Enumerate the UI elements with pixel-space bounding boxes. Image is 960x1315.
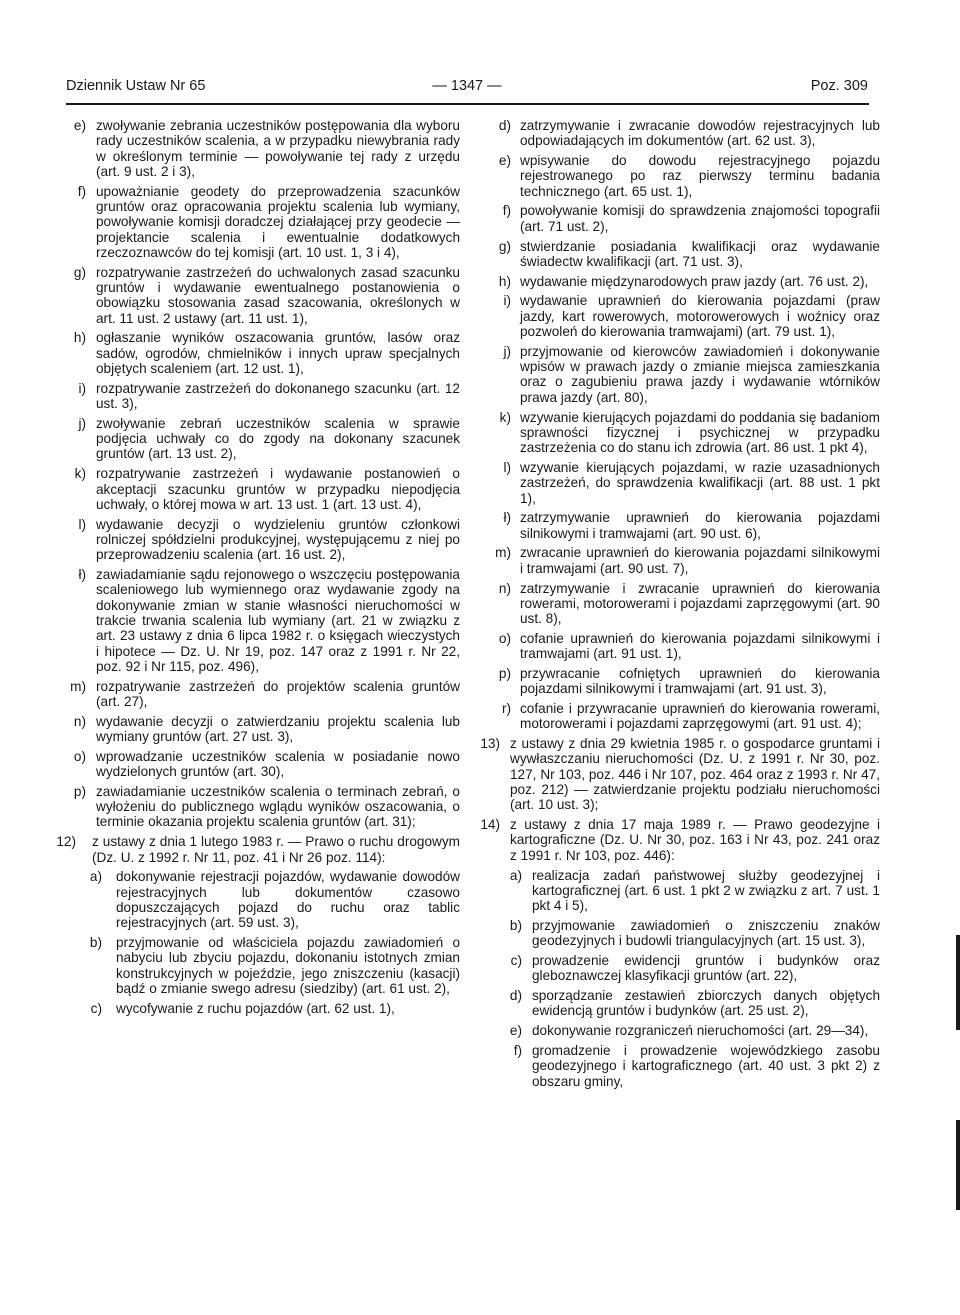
item-text: przywracanie cofniętych uprawnień do kierowania pojazdami silnikowymi i tramwajami (art. 91 ust. 3), (520, 666, 880, 697)
list-item (474, 701, 880, 732)
list-item (474, 510, 880, 541)
item-label: l) (503, 459, 511, 475)
item-text: dokonywanie rejestracji pojazdów, wydawanie dowodów rejestracyjnych lub dokumentów czasowo dopuszczających pojazd do ruchu oraz tablic rejestracyjnych (art. 59 ust. 3), (116, 869, 460, 931)
list-item (40, 1001, 460, 1016)
list-item (40, 416, 460, 462)
item-text: sporządzanie zestawień zbiorczych danych objętych ewidencją gruntów i budynków (art. 25 ust. 2), (532, 988, 880, 1019)
item-text: zawiadamianie uczestników scalenia o terminach zebrań, o wyłożeniu do publicznego wglądu wyników oszacowania, o terminie okazania projektu scalenia gruntów (art. 31); (96, 783, 460, 830)
item-text: wzywanie kierujących pojazdami do poddania się badaniom sprawności fizycznej i psychicznej w przypadku zastrzeżenia co do stanu ich zdrowia (art. 86 ust. 1 pkt 4), (520, 409, 880, 456)
item-text: zwracanie uprawnień do kierowania pojazdami silnikowymi i tramwajami (art. 90 ust. 7), (520, 545, 880, 576)
item-label: b) (89, 935, 102, 951)
list-item (40, 679, 460, 710)
list-item (474, 666, 880, 697)
item-text: zwoływanie zebrania uczestników postępowania dla wyboru rady uczestników scalenia, a w przypadku niewybrania rady w określonym terminie — powoływanie tej rady z urzędu (art. 9 ust. 2 i 3), (96, 118, 460, 179)
item-text: rozpatrywanie zastrzeżeń do uchwalonych zasad szacunku gruntów i wydawanie ewentualnego postanowienia o obowiązku stosowania zasad szacowania, określonych w art. 11 ust. 2 ustawy (art. 11 ust. 1), (96, 264, 460, 326)
item-label: k) (499, 409, 511, 425)
item-label: g) (73, 264, 86, 280)
item-label: c) (90, 1000, 102, 1016)
item-label: e) (73, 118, 86, 133)
item-text: prowadzenie ewidencji gruntów i budynków oraz gleboznawczej klasyfikacji gruntów (art. 22), (532, 953, 880, 984)
section-text: z ustawy z dnia 1 lutego 1983 r. — Prawo o ruchu drogowym (Dz. U. z 1992 r. Nr 11, poz. 41 i Nr 26 poz. 114): (92, 834, 460, 865)
right-column (474, 118, 880, 1093)
list-item (474, 1023, 880, 1038)
list-item (474, 631, 880, 662)
item-text: rozpatrywanie zastrzeżeń do projektów scalenia gruntów (art. 27), (96, 678, 460, 709)
item-label: i) (78, 380, 86, 396)
section-12 (40, 834, 460, 865)
page-header (66, 78, 868, 102)
item-text: ogłaszanie wyników oszacowania gruntów, lasów oraz sadów, ogrodów, chmielników i innych upraw specjalnych objętych scaleniem (art. 12 ust. 1), (96, 330, 460, 376)
item-text: wydawanie decyzji o wydzieleniu gruntów członkowi rolniczej spółdzielni produkcyjnej, występującemu z niej po przeprowadzeniu scalenia (art. 16 ust. 2), (96, 516, 460, 563)
list-item (474, 293, 880, 339)
list-item (474, 203, 880, 234)
item-text: stwierdzanie posiadania kwalifikacji oraz wydawanie świadectw kwalifikacji (art. 71 ust. 3), (520, 238, 880, 269)
item-text: wpisywanie do dowodu rejestracyjnego pojazdu rejestrowanego po raz pierwszy terminu badania technicznego (art. 65 ust. 1), (520, 153, 880, 199)
item-text: wzywanie kierujących pojazdami, w razie uzasadnionych zastrzeżeń, do sprawdzenia kwalifikacji (art. 88 ust. 1 pkt 1), (520, 459, 880, 506)
item-text: upoważnianie geodety do przeprowadzenia szacunków gruntów oraz opracowania projektu scalenia lub wymiany, powoływanie komisji doradczej działającej przy geodecie — projektancie scalenia i ewentualnie dodatkowych rzeczoznawców do tej komisji (art. 10 ust. 1, 3 i 4), (96, 183, 460, 260)
page-number: — 1347 — (432, 78, 502, 94)
item-text: powoływanie komisji do sprawdzenia znajomości topografii (art. 71 ust. 2), (520, 203, 880, 234)
item-text: przyjmowanie od kierowców zawiadomień i dokonywanie wpisów w prawach jazdy o zmianie miejsca zamieszkania oraz o zagubieniu prawa jazdy i wydawanie wtórników prawa jazdy (art. 80), (520, 343, 880, 405)
item-label: g) (498, 238, 511, 254)
list-item (40, 749, 460, 780)
list-item (474, 239, 880, 270)
item-text: zatrzymywanie i zwracanie dowodów rejestracyjnych lub odpowiadających im dokumentów (art. 62 ust. 3), (520, 118, 880, 149)
item-text: wydawanie międzynarodowych praw jazdy (art. 76 ust. 2), (520, 273, 869, 289)
section-label: 14) (480, 817, 500, 833)
section-text: z ustawy z dnia 29 kwietnia 1985 r. o gospodarce gruntami i wywłaszczaniu nieruchomości (Dz. U. z 1991 r. Nr 30, poz. 127, Nr 103, poz. 446 i Nr 107, poz. 464 oraz z 1993 r. Nr 47, poz. 212) — zatwierdzanie projektu podziału nieruchomości (art. 10 ust. 3); (510, 736, 880, 813)
item-label: e) (498, 153, 511, 169)
list-item (40, 714, 460, 745)
item-text: wydawanie uprawnień do kierowania pojazdami (praw jazdy, kart rowerowych, motorowerowych i woźnicy oraz pozwoleń do kierowania tramwajami) (art. 79 ust. 1), (520, 293, 880, 340)
item-label: n) (73, 713, 86, 729)
scan-edge-mark (956, 935, 960, 1030)
list-item (40, 330, 460, 376)
list-item (40, 265, 460, 326)
item-label: d) (498, 118, 511, 133)
item-text: rozpatrywanie zastrzeżeń i wydawanie postanowień o akceptacji szacunku gruntów w przypadku niepodjęcia uchwały, o której mowa w art. 13 ust. 1 (art. 13 ust. 4), (96, 466, 460, 512)
list-item (474, 581, 880, 627)
item-label: ł) (78, 567, 86, 583)
item-text: rozpatrywanie zastrzeżeń do dokonanego szacunku (art. 12 ust. 3), (96, 380, 460, 412)
item-label: p) (73, 783, 86, 799)
list-item (40, 184, 460, 260)
list-item (474, 118, 880, 149)
item-label: h) (73, 330, 86, 346)
item-label: a) (509, 867, 522, 883)
item-label: a) (89, 869, 102, 885)
item-label: n) (498, 580, 511, 596)
item-label: o) (498, 630, 511, 646)
list-item (474, 344, 880, 405)
header-rule (66, 103, 869, 105)
item-text: zwoływanie zebrań uczestników scalenia w sprawie podjęcia uchwały co do zgody na dokonany szacunek gruntów (art. 13 ust. 2), (96, 415, 460, 462)
item-label: i) (503, 293, 511, 309)
list-item (474, 953, 880, 984)
list-item (40, 381, 460, 412)
item-text: zatrzymywanie i zwracanie uprawnień do kierowania rowerami, motorowerami i pojazdami zaprzęgowymi (art. 90 ust. 8), (520, 580, 880, 627)
list-item (474, 1043, 880, 1089)
list-item (474, 918, 880, 949)
item-label: c) (510, 953, 522, 969)
list-item (474, 460, 880, 506)
section-14 (474, 817, 880, 863)
journal-title: Dziennik Ustaw Nr 65 (66, 78, 206, 94)
item-label: j) (78, 415, 86, 431)
item-text: przyjmowanie zawiadomień o zniszczeniu znaków geodezyjnych i budowli triangulacyjnych (art. 15 ust. 3), (532, 917, 880, 949)
item-label: m) (495, 545, 511, 561)
item-label: d) (509, 988, 522, 1004)
item-label: k) (74, 466, 86, 482)
item-label: e) (509, 1023, 522, 1039)
list-item (40, 784, 460, 830)
list-item (474, 153, 880, 199)
item-text: realizacja zadań państwowej służby geodezyjnej i kartograficznej (art. 6 ust. 1 pkt 2 w związku z art. 7 ust. 1 pkt 4 i 5), (532, 867, 880, 914)
list-item (40, 935, 460, 996)
list-item (40, 118, 460, 179)
item-label: f) (502, 203, 511, 219)
item-text: wprowadzanie uczestników scalenia w posiadanie nowo wydzielonych gruntów (art. 30), (96, 748, 460, 780)
list-item (40, 466, 460, 512)
position-number: Poz. 309 (810, 78, 868, 94)
item-text: cofanie i przywracanie uprawnień do kierowania rowerami, motorowerami i pojazdami zaprzęgowymi (art. 91 ust. 4); (520, 701, 880, 732)
list-item (40, 869, 460, 930)
list-item (474, 410, 880, 456)
item-label: o) (73, 748, 86, 764)
list-item (474, 868, 880, 914)
item-text: dokonywanie rozgraniczeń nieruchomości (art. 29—34), (532, 1023, 869, 1039)
item-label: l) (78, 516, 86, 532)
item-label: f) (513, 1043, 522, 1059)
item-text: wycofywanie z ruchu pojazdów (art. 62 ust. 1), (116, 1000, 395, 1016)
section-label: 12) (56, 834, 76, 850)
item-label: b) (509, 917, 522, 933)
scan-edge-mark (956, 1120, 960, 1210)
item-label: j) (503, 343, 511, 359)
item-label: m) (70, 678, 86, 694)
list-item (40, 567, 460, 674)
item-text: wydawanie decyzji o zatwierdzaniu projektu scalenia lub wymiany gruntów (art. 27 ust. 3), (96, 713, 460, 744)
section-text: z ustawy z dnia 17 maja 1989 r. — Prawo geodezyjne i kartograficzne (Dz. U. Nr 30, poz. 163 i Nr 43, poz. 241 oraz z 1991 r. Nr 103, poz. 446): (510, 817, 880, 863)
item-label: f) (77, 183, 86, 199)
item-text: przyjmowanie od właściciela pojazdu zawiadomień o nabyciu lub zbyciu pojazdu, dokonaniu istotnych zmian konstrukcyjnych w pojeździe, jego zniszczeniu (kasacji) bądź o zmianie swego adresu (siedziby) (art. 61 ust. 2), (116, 935, 460, 996)
list-item (474, 545, 880, 576)
item-label: p) (498, 666, 511, 681)
item-text: zawiadamianie sądu rejonowego o wszczęciu postępowania scaleniowego lub wymiennego oraz wydawanie zgody na dokonywanie zmian w stanie własności nieruchomości w trakcie trwania scalenia lub wymiany (art. 21 w związku z art. 23 ustawy z dnia 6 lipca 1982 r. o księgach wieczystych i hipotece — Dz. U. Nr 19, poz. 147 oraz z 1991 r. Nr 22, poz. 92 i Nr 115, poz. 496), (96, 567, 460, 674)
list-item (474, 274, 880, 289)
item-label: ł) (503, 510, 511, 526)
section-label: 13) (480, 736, 500, 752)
item-text: zatrzymywanie uprawnień do kierowania pojazdami silnikowymi i tramwajami (art. 90 ust. 6), (520, 510, 880, 541)
item-text: gromadzenie i prowadzenie wojewódzkiego zasobu geodezyjnego i kartograficznego (art. 40 ust. 3 pkt 2) z obszaru gminy, (532, 1043, 880, 1089)
left-column (40, 118, 460, 1021)
item-text: cofanie uprawnień do kierowania pojazdami silnikowymi i tramwajami (art. 91 ust. 1), (520, 630, 880, 662)
section-13 (474, 736, 880, 812)
list-item (474, 988, 880, 1019)
item-label: h) (498, 273, 511, 289)
list-item (40, 517, 460, 563)
item-label: r) (501, 701, 511, 717)
